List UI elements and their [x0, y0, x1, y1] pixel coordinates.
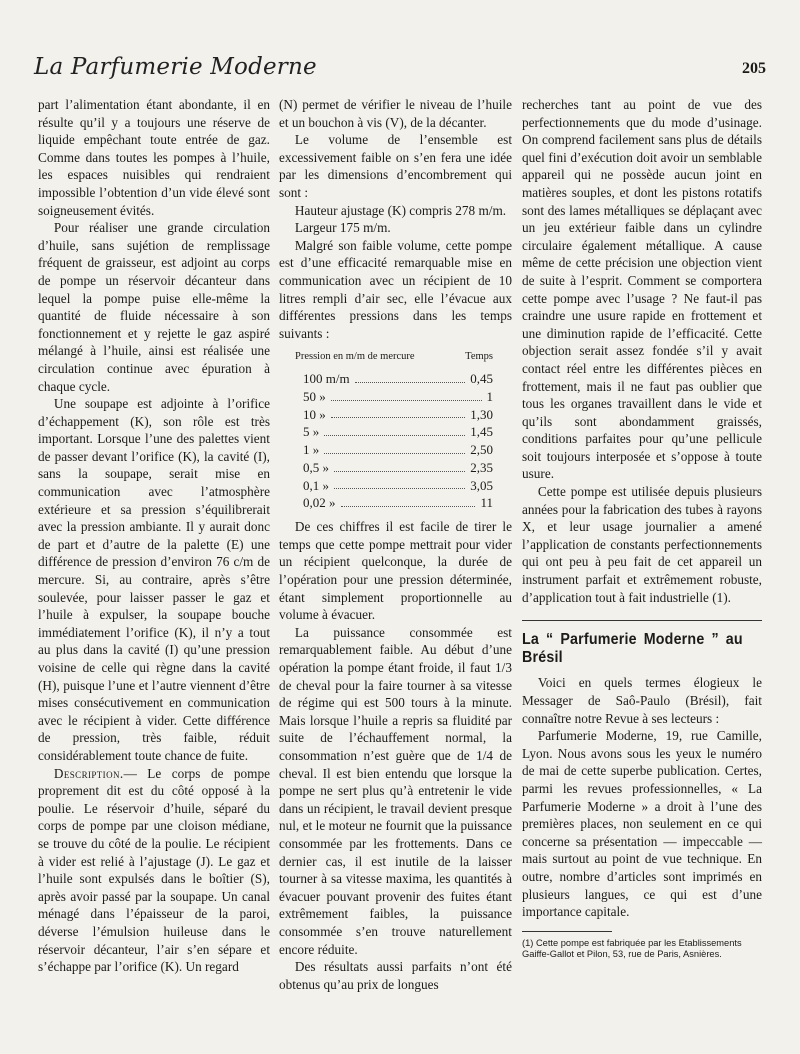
- footnote: (1) Cette pompe est fabriquée par les Etablissements Gaiffe-Gallot et Pilon, 53, rue de Paris, Asnières.: [522, 937, 742, 959]
- table-row: [303, 423, 493, 441]
- table-row: [303, 441, 493, 459]
- section-title: La “ Parfumerie Moderne ” au Brésil: [522, 631, 743, 666]
- paragraph: [38, 765, 270, 976]
- pressure-value: 0,02 »: [303, 495, 336, 511]
- paragraph: Malgré son faible volume, cette pompe est d’une efficacité remarquable mise en communication avec un récipient de 10 litres rempli d’air sec, elle l’évacue aux différentes pressions dans les temps suivants :: [279, 237, 512, 341]
- paragraph: part l’alimentation étant abondante, il en résulte qu’il y a toujours une réserve de liquide empêchant toute entrée de gaz. Comme dans toutes les pompes à l’huile, les espaces nuisibles qui rendraient impossible l’obtention d’un vide élevé sont soigneusement évités.: [38, 97, 270, 218]
- paragraph: Des résultats aussi parfaits n’ont été obtenus qu’au prix de longues: [279, 959, 512, 992]
- time-value: 1: [486, 388, 493, 404]
- time-value: 1,30: [470, 406, 493, 422]
- time-value: 2,50: [470, 442, 493, 458]
- text-column-3: [522, 96, 762, 960]
- dimension-height: Hauteur ajustage (K) compris 278 m/m.: [294, 202, 507, 218]
- pressure-value: 100 m/m: [303, 370, 350, 386]
- table-row: [303, 494, 493, 512]
- time-value: 1,45: [470, 424, 493, 440]
- table-row: [303, 388, 493, 406]
- time-value: 2,35: [470, 459, 493, 475]
- running-header-title: La Parfumerie Moderne: [34, 54, 317, 80]
- section-divider: [522, 620, 762, 621]
- description-lead: Description.: [53, 765, 124, 781]
- pressure-value: 1 »: [303, 442, 320, 458]
- paragraph: La puissance consommée est remarquablement faible. Au début d’une opération la pompe étant froide, il faut 1/3 de cheval pour la faire tourner à sa vitesse de régime qui est 500 tours à la minute. Mais lorsque l’huile a repris sa fluidité par suite de l’échauffement normal, la consommation n’est guère que de 1/4 de cheval. Il est bien entendu que lorsque la pompe ne sert plus qu’à entretenir le vide dans un récipient, le travail devient presque nul, et le moteur ne fournit que la puissance consommée par les frottements. Dans ce dernier cas, il est inutile de la laisser tourner à sa vitesse maxima, les quantités à évacuer pouvant provenir des fuites étant extrêmement faibles, la puissance consommée s’en trouve naturellement encore réduite.: [279, 624, 512, 957]
- paragraph: Pour réaliser une grande circulation d’huile, sans sujétion de remplissage fréquent de graisseur, est adjoint au corps de pompe un réservoir décanteur dans lequel la pompe puise elle-même la quantité de fluide nécessaire à son fonctionnement et y rejette le gaz aspiré mélangé à l’huile, ainsi est réalisée une circulation continue avec épuration à chaque cycle.: [38, 220, 270, 394]
- paragraph: Le volume de l’ensemble est excessivement faible on s’en fera une idée par les dimensions d’encombrement qui sont :: [279, 132, 512, 200]
- time-value: 3,05: [470, 477, 493, 493]
- description-body: — Le corps de pompe proprement dit est du côté opposé à la poulie. Le réservoir d’huile, séparé du corps de pompe par une cloison médiane, se trouve du côté de la poulie. Le récipient à vider est relié à l’ajustage (J). Le gaz et l’huile sont expulsés dans le boîtier (S), après avoir passé par la soupape. Un canal ménagé dans l’épaisseur de la paroi, déverse l’émulsion huileuse dans le réservoir décanteur, l’air s’en sépare et s’échappe par l’orifice (K). Un regard: [38, 765, 270, 975]
- paragraph: Une soupape est adjointe à l’orifice d’échappement (K), son rôle est très important. Lorsque l’une des palettes vient de passer devant l’orifice (K), la cavité (I), sans la soupape, serait mise en communication avec l’atmosphère extérieure et sa pression s’équilibrerait avec la pression ambiante. Il y aurait donc de part et d’autre de la palette (E) une différence de pression d’environ 76 c/m de mercure. Si, au contraire, après s’être soulevée, pour laisser passer le gaz et l’huile à expulser, la soupape bouche immédiatement l’orifice (K), il n’y a tout au plus dans la cavité (I) qu’une pression voisine de celle qui règne dans la cavité (H), puisque l’une et l’autre viennent d’être mises consécutivement en communication avec le récipient à vider. Cette différence de pression, très faible, réduit considérablement toute chance de fuite.: [38, 396, 270, 763]
- pressure-value: 5 »: [303, 424, 320, 440]
- paragraph: Cette pompe est utilisée depuis plusieurs années pour la fabrication des tubes à rayons X, et leur usage journalier a amené l’application de constants perfectionnements qui ont peu à peu fait de cet appareil un instrument parfait et extrêmement robuste, d’application tout à fait industrielle (1).: [522, 484, 762, 605]
- text-column-2: [279, 96, 512, 993]
- pressure-value: 0,1 »: [303, 477, 329, 493]
- paragraph: Voici en quels termes élogieux le Messager de Saô-Paulo (Brésil), fait connaître notre Revue à ses lecteurs :: [522, 675, 762, 726]
- table-row: [303, 459, 493, 477]
- table-row: [303, 477, 493, 495]
- table-row: [303, 406, 493, 424]
- time-value: 11: [480, 495, 493, 511]
- time-column-header: Temps: [465, 351, 493, 363]
- pressure-value: 50 »: [303, 388, 326, 404]
- page-number: 205: [742, 60, 766, 77]
- footnote-divider: [522, 931, 612, 932]
- quoted-paragraph: Parfumerie Moderne, 19, rue Camille, Lyon. Nous avons sous les yeux le numéro de mai de cette superbe publication. Certes, parmi les revues professionnelles, « La Parfumerie Moderne » a droit à l’une des premières places, non seulement en ce qui concerne sa présentation — impeccable — mais surtout au point de vue technique. En outre, nombre d’articles sont imprimés en plusieurs langues, ce qui est d’une importance capitale.: [522, 728, 762, 920]
- paragraph: recherches tant au point de vue des perfectionnements que du mode d’usinage. On comprend facilement sans plus de détails quel fini d’exécution doit avoir un semblable appareil qui ne possède aucun joint en matières souples, et dont les pistons rotatifs sont des lames métalliques se déplaçant avec un jeu extérieur faible dans un cylindre circulaire également métallique. A cause même de cette précision une objection vient de suite à l’esprit. Comment se comportera cette pompe avec l’usage ? Ne faut-il pas craindre une usure rapide en frottement et une diminution rapide de l’efficacité. Cette objection serait assez fondée s’il y avait contact réel entre les différentes pièces en frottement, mais il ne faut pas oublier que tous les organes travaillent dans le vide et qu’ils sont abondamment graissés, conditions parfaites pour qu’une pellicule soit toujours interposée et s’oppose à toute usure.: [522, 97, 762, 482]
- pressure-table: [279, 370, 512, 512]
- paragraph: (N) permet de vérifier le niveau de l’huile et un bouchon à vis (V), de la décanter.: [279, 97, 512, 130]
- table-row: [303, 370, 493, 388]
- pressure-value: 0,5 »: [303, 459, 329, 475]
- pressure-column-header: Pression en m/m de mercure: [295, 351, 415, 363]
- pressure-value: 10 »: [303, 406, 326, 422]
- dimension-width: Largeur 175 m/m.: [294, 220, 391, 236]
- paragraph: De ces chiffres il est facile de tirer le temps que cette pompe mettrait pour vider un récipient quelconque, la durée de l’opération pour une pression déterminée, étant simplement proportionnelle au volume à évacuer.: [279, 519, 512, 623]
- time-value: 0,45: [470, 370, 493, 386]
- text-column-1: [38, 96, 270, 976]
- pressure-table-header: [295, 348, 493, 366]
